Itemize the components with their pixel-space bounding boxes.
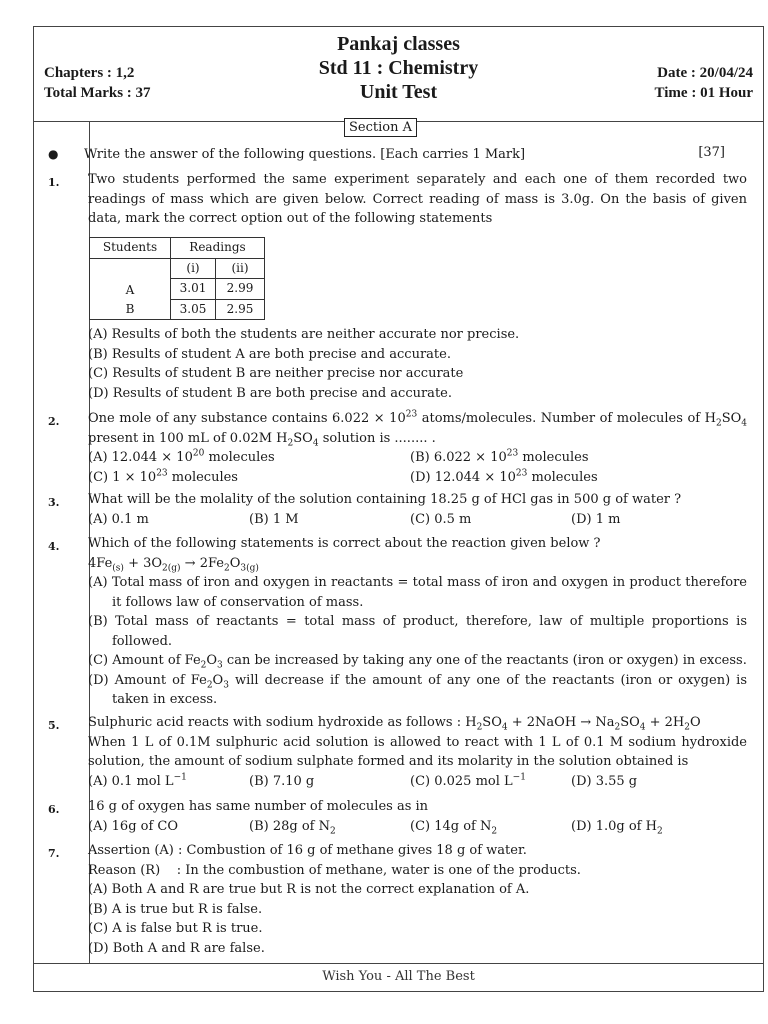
- standard-subject: Std 11 : Chemistry: [318, 57, 479, 79]
- table-header-ii: (ii): [216, 258, 265, 279]
- option-d: (D) 3.55 g: [571, 773, 638, 789]
- option-c: (C) 0.025 mol $L^{-1}$: [410, 772, 526, 789]
- option-b: (B) 28g of $N_2$: [249, 818, 336, 837]
- table-header-students: Students: [90, 238, 171, 259]
- question-number: 2.: [48, 415, 60, 428]
- reaction-equation: $4Fe_{(s)} + 3O_{2(g)} \to 2Fe_2O_{3(g)}$: [88, 555, 259, 574]
- option-a: (A) $12.044 \times 10^{20}$ molecules: [88, 448, 275, 465]
- reason: Reason (R) : In the combustion of methane, water is one of the products.: [88, 862, 581, 878]
- option-c: (C) Results of student B are neither precise nor accurate: [88, 366, 464, 381]
- reading-b-i: 3.05: [171, 299, 216, 320]
- question-7: [88, 841, 747, 958]
- table-header-i: (i): [171, 258, 216, 279]
- instruction-text: Write the answer of the following questions. [Each carries 1 Mark]: [84, 147, 526, 162]
- question-number: 5.: [48, 719, 60, 732]
- option-d: (D) $12.044 \times 10^{23}$ molecules: [410, 468, 598, 485]
- question-1-text: Two students performed the same experiment separately and each one of them recorded two readings of mass which are given below. Correct reading of mass is 3.0g. On the basis of given data, mark the correct option out of the following statements: [88, 172, 747, 226]
- question-3: [88, 490, 747, 529]
- option-d: (D) Amount of $Fe_2O_3$ will decrease if the amount of any one of the reactants (iron or oxygen) is taken in excess.: [88, 672, 747, 707]
- assertion: Assertion (A) : Combustion of 16 g of methane gives 18 g of water.: [88, 843, 527, 858]
- reading-b-ii: 2.95: [216, 299, 265, 320]
- reading-a-ii: 2.99: [216, 279, 265, 300]
- question-number: 3.: [48, 496, 60, 509]
- test-title: Unit Test: [359, 81, 438, 103]
- question-6: [88, 797, 747, 836]
- option-c: (C) $1 \times 10^{23}$ molecules: [88, 468, 238, 485]
- option-d: (D) Both A and R are false.: [88, 940, 265, 956]
- student-b: B: [125, 302, 135, 316]
- header: [34, 27, 763, 122]
- institute-name: Pankaj classes: [337, 33, 460, 55]
- test-duration: Time : 01 Hour: [654, 85, 753, 101]
- paper-frame: [33, 26, 764, 992]
- option-c: (C) 0.5 m: [410, 511, 472, 527]
- question-number: 6.: [48, 803, 60, 816]
- question-2: One mole of any substance contains $6.022 \times 10^{23}$ atoms/molecules. Number of molecules of $H_2SO_4$ present in 100 mL of 0.02M $H_2SO_4$ solution is ........ . (A) $12.044 \times 10^{20}$ molecules (B) $6.022 \times 10^{23}$ molecules (C) $1 \times 10^{23}$ molecules (D) $12.044 \times 10^{23}$ molecules: [88, 409, 747, 487]
- table-header-readings: Readings: [171, 238, 265, 259]
- chapters: Chapters : 1,2: [44, 65, 135, 81]
- total-marks: Total Marks : 37: [44, 85, 151, 101]
- instruction-marks: [37]: [698, 145, 725, 160]
- option-a: (A) 16g of CO: [88, 818, 179, 834]
- option-d: (D) 1 m: [571, 511, 621, 527]
- question-number: 1.: [48, 176, 60, 189]
- question-1-options: [88, 325, 747, 403]
- question-3-text: What will be the molality of the solution containing 18.25 g of HCl gas in 500 g of water ?: [88, 492, 682, 507]
- option-b: (B) Total mass of reactants = total mass of product, therefore, law of multiple proportions is followed.: [88, 614, 747, 649]
- reading-a-i: 3.01: [171, 279, 216, 300]
- option-c: (C) 14g of $N_2$: [410, 818, 498, 837]
- question-5-text: When 1 L of 0.1M sulphuric acid solution is allowed to react with 1 L of 0.1 M sodium hydroxide solution, the amount of sodium sulphate formed and its molarity in the solution obtained is: [88, 734, 747, 769]
- question-5-equation: Sulphuric acid reacts with sodium hydroxide as follows : $H_2SO_4$ + 2NaOH → $Na_2SO_4 + 2H_2O$: [88, 715, 701, 733]
- footer-message: Wish You - All The Best: [34, 963, 763, 991]
- question-number: 4.: [48, 540, 60, 553]
- instruction-bullet: ●: [48, 147, 59, 161]
- option-a: (A) Results of both the students are neither accurate nor precise.: [88, 327, 520, 342]
- question-5: [88, 713, 747, 791]
- option-c: (C) Amount of $Fe_2O_3$ can be increased by taking any one of the reactants (iron or oxygen) in excess.: [88, 653, 747, 671]
- section-label: Section A: [344, 118, 417, 137]
- student-a: A: [125, 283, 135, 297]
- option-d: (D) Results of student B are both precise and accurate.: [88, 385, 452, 401]
- option-b: (B) A is true but R is false.: [88, 901, 263, 917]
- readings-table: [89, 237, 265, 320]
- question-4-text: Which of the following statements is correct about the reaction given below ?: [88, 536, 601, 551]
- test-date: Date : 20/04/24: [657, 65, 753, 81]
- option-d: (D) 1.0g of $H_2$: [571, 818, 663, 837]
- question-4: [88, 534, 747, 710]
- option-b: (B) 7.10 g: [249, 773, 315, 789]
- option-b: (B) $6.022 \times 10^{23}$ molecules: [410, 448, 589, 465]
- option-a: (A) Total mass of iron and oxygen in reactants = total mass of iron and oxygen in product therefore it follows law of conservation of mass.: [88, 575, 747, 610]
- option-c: (C) A is false but R is true.: [88, 921, 263, 936]
- option-b: (B) Results of student A are both precise and accurate.: [88, 346, 451, 362]
- option-b: (B) 1 M: [249, 511, 299, 527]
- option-a: (A) 0.1 mol $L^{-1}$: [88, 772, 187, 789]
- option-a: (A) 0.1 m: [88, 511, 149, 527]
- option-a: (A) Both A and R are true but R is not the correct explanation of A.: [88, 882, 530, 897]
- question-6-text: 16 g of oxygen has same number of molecules as in: [88, 799, 429, 814]
- question-number: 7.: [48, 847, 60, 860]
